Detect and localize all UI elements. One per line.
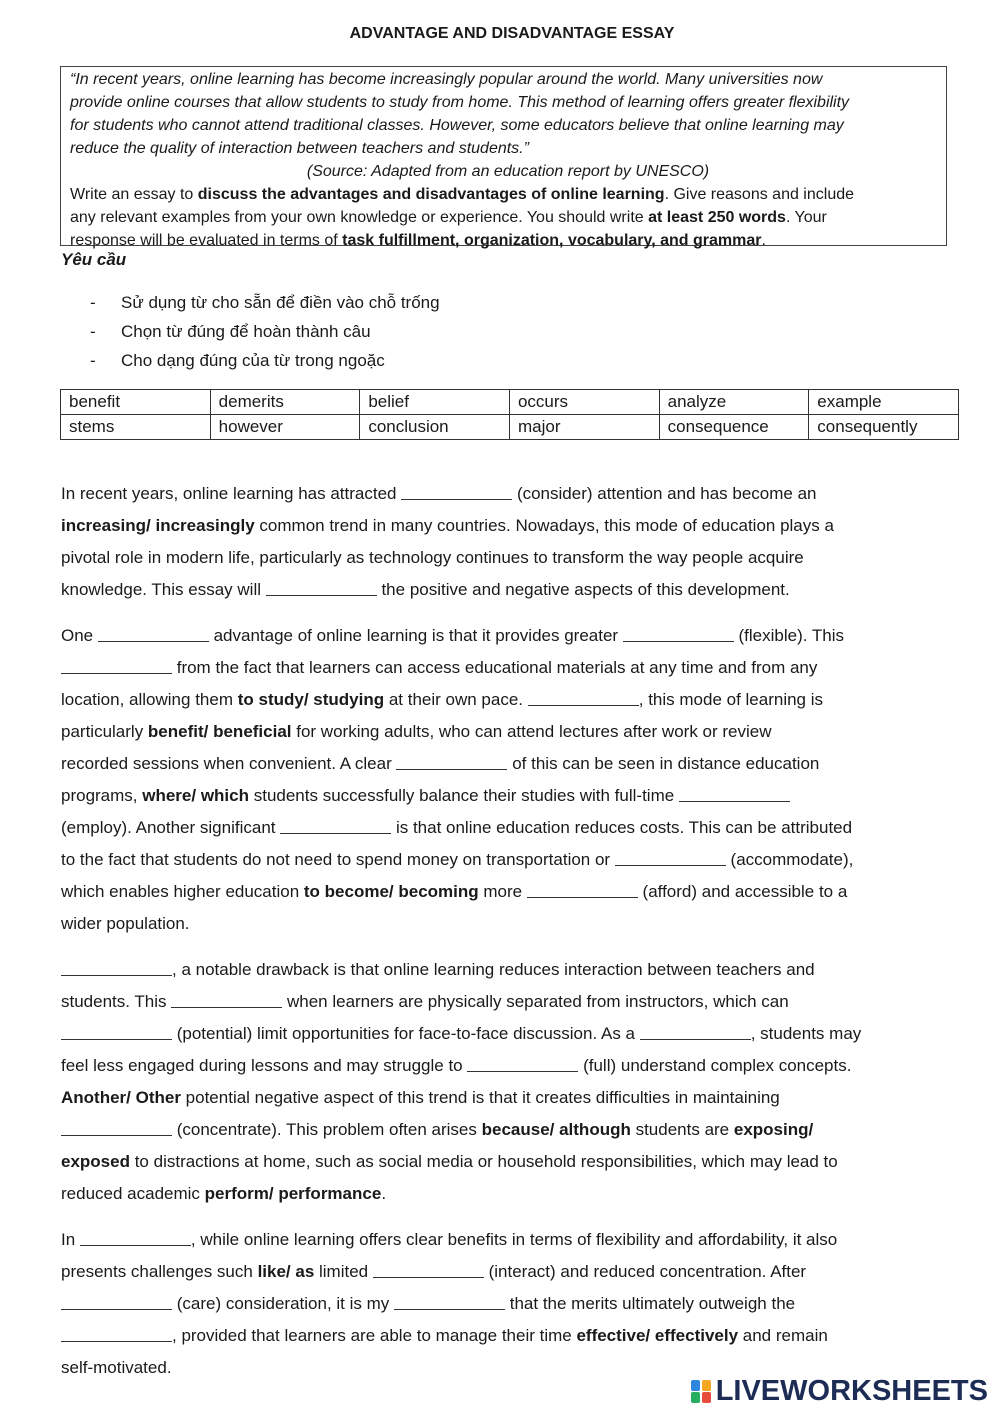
blank-input[interactable] bbox=[61, 975, 172, 976]
blank-input[interactable] bbox=[623, 641, 734, 642]
blank-input[interactable] bbox=[266, 595, 377, 596]
word-cell: occurs bbox=[509, 390, 659, 415]
blank-input[interactable] bbox=[467, 1071, 578, 1072]
blank-input[interactable] bbox=[98, 641, 209, 642]
paragraph-advantages: One advantage of online learning is that it provides greater (flexible). This from the fact that learners can access educational materials at any time and from any location, allowing them to study/ studying at their own pace. , this mode of learning is particularly benefit/ beneficial for working adults, who can attend lectures after work or review recorded sessions when convenient. A clear of this can be seen in distance education programs, where/ which students successfully balance their studies with full-time (employ). Another significant is that online education reduces costs. This can be attributed to the fact that students do not need to spend money on transportation or (accommodate), which enables higher education to become/ becoming more (afford) and accessible to a wider population. bbox=[61, 626, 854, 933]
quote-line: reduce the quality of interaction between teachers and students.” bbox=[70, 140, 529, 157]
logo-text: LIVEWORKSHEETS bbox=[715, 1374, 988, 1407]
quote-line: for students who cannot attend traditional classes. However, some educators believe that online learning may bbox=[70, 117, 844, 134]
liveworksheets-mark-icon bbox=[691, 1378, 713, 1404]
word-cell: demerits bbox=[210, 390, 360, 415]
requirements-heading: Yêu cầu bbox=[61, 250, 127, 269]
word-cell: conclusion bbox=[360, 415, 510, 440]
blank-input[interactable] bbox=[396, 769, 507, 770]
blank-input[interactable] bbox=[171, 1007, 282, 1008]
blank-input[interactable] bbox=[61, 673, 172, 674]
blank-input[interactable] bbox=[394, 1309, 505, 1310]
blank-input[interactable] bbox=[373, 1277, 484, 1278]
blank-input[interactable] bbox=[280, 833, 391, 834]
word-cell: consequently bbox=[809, 415, 959, 440]
blank-input[interactable] bbox=[527, 897, 638, 898]
quote-line: “In recent years, online learning has become increasingly popular around the world. Many universities now bbox=[70, 71, 823, 88]
word-cell: stems bbox=[61, 415, 211, 440]
requirements-list bbox=[90, 288, 440, 375]
essay-body bbox=[61, 478, 961, 1398]
task-instructions: Write an essay to discuss the advantages and disadvantages of online learning. Give reasons and include any relevant examples from your own knowledge or experience. You should write at least 250 words. Your response will be evaluated in terms of task fulfillment, organization, vocabulary, and grammar. bbox=[70, 186, 855, 249]
logo-square bbox=[691, 1380, 700, 1391]
list-item: - Sử dụng từ cho sẵn để điền vào chỗ trống bbox=[90, 293, 440, 312]
page-title: ADVANTAGE AND DISADVANTAGE ESSAY bbox=[349, 25, 675, 42]
table-row bbox=[61, 390, 959, 415]
paragraph-conclusion: In , while online learning offers clear benefits in terms of flexibility and affordability, it also presents challenges such like/ as limited (interact) and reduced concentration. After (care) consideration, it is my that the merits ultimately outweigh the , provided that learners are able to manage their time effective/ effectively and remain self-motivated. bbox=[61, 1230, 838, 1377]
blank-input[interactable] bbox=[528, 705, 639, 706]
word-cell: major bbox=[509, 415, 659, 440]
blank-input[interactable] bbox=[679, 801, 790, 802]
blank-input[interactable] bbox=[61, 1309, 172, 1310]
logo-square bbox=[702, 1380, 711, 1391]
prompt-quote bbox=[70, 68, 946, 160]
blank-input[interactable] bbox=[61, 1341, 172, 1342]
logo-square bbox=[691, 1392, 700, 1403]
word-cell: however bbox=[210, 415, 360, 440]
paragraph-introduction: In recent years, online learning has attracted (consider) attention and has become an increasing/ increasingly common trend in many countries. Nowadays, this mode of education plays a pivotal role in modern life, particularly as technology continues to transform the way people acquire knowledge. This essay will the positive and negative aspects of this development. bbox=[61, 484, 834, 599]
quote-line: provide online courses that allow students to study from home. This method of learning offers greater flexibility bbox=[70, 94, 850, 111]
word-cell: benefit bbox=[61, 390, 211, 415]
blank-input[interactable] bbox=[640, 1039, 751, 1040]
blank-input[interactable] bbox=[80, 1245, 191, 1246]
list-item: - Chọn từ đúng để hoàn thành câu bbox=[90, 322, 371, 341]
prompt-source: (Source: Adapted from an education report by UNESCO) bbox=[306, 163, 710, 180]
essay-prompt-box bbox=[60, 66, 947, 249]
blank-input[interactable] bbox=[61, 1039, 172, 1040]
blank-input[interactable] bbox=[61, 1135, 172, 1136]
blank-input[interactable] bbox=[401, 499, 512, 500]
word-bank-table bbox=[60, 389, 959, 440]
blank-input[interactable] bbox=[615, 865, 726, 866]
liveworksheets-logo[interactable] bbox=[691, 1374, 988, 1408]
word-cell: analyze bbox=[659, 390, 809, 415]
paragraph-disadvantages: , a notable drawback is that online learning reduces interaction between teachers and students. This when learners are physically separated from instructors, which can (potential) limit opportunities for face-to-face discussion. As a , students may feel less engaged during lessons and may struggle to (full) understand complex concepts. Another/ Other potential negative aspect of this trend is that it creates difficulties in maintaining (concentrate). This problem often arises because/ although students are exposing/ exposed to distractions at home, such as social media or household responsibilities, which may lead to reduced academic perform/ performance. bbox=[61, 960, 862, 1203]
logo-square bbox=[702, 1392, 711, 1403]
word-cell: belief bbox=[360, 390, 510, 415]
word-cell: consequence bbox=[659, 415, 809, 440]
table-row bbox=[61, 415, 959, 440]
word-cell: example bbox=[809, 390, 959, 415]
list-item: - Cho dạng đúng của từ trong ngoặc bbox=[90, 351, 385, 370]
